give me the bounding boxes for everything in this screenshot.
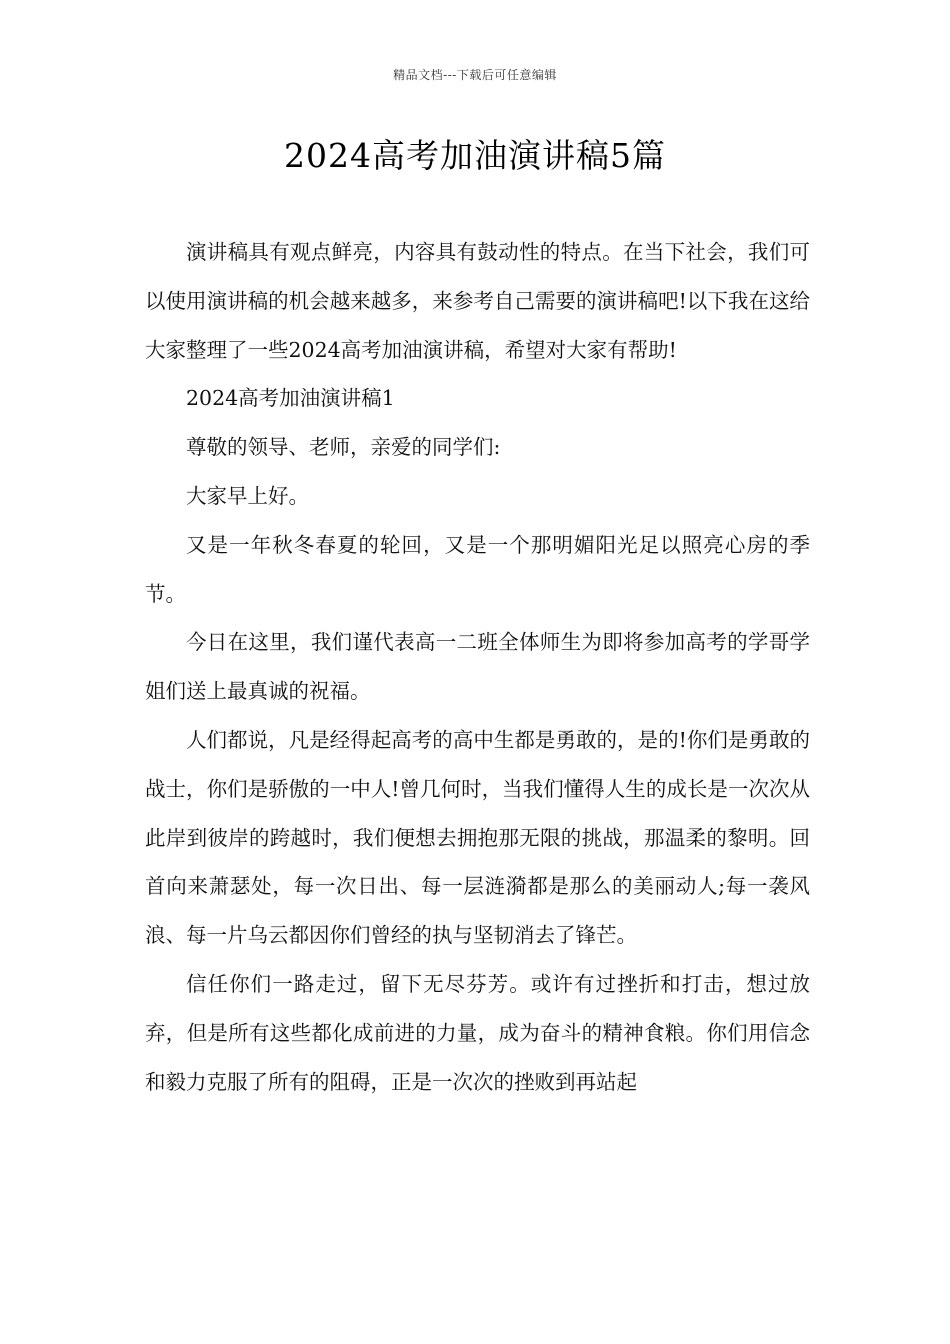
paragraph-greeting: 大家早上好。 (186, 483, 309, 508)
paragraph-intro: 演讲稿具有观点鲜亮，内容具有鼓动性的特点。在当下社会，我们可以使用演讲稿的机会越来越多，来参考自己需要的演讲稿吧!以下我在这给大家整理了一些2024高考加油演讲稿，希望对大家有帮助! (145, 240, 810, 362)
paragraph-salutation: 尊敬的领导、老师，亲爱的同学们: (186, 435, 501, 460)
paragraph: 今日在这里，我们谨代表高一二班全体师生为即将参加高考的学哥学姐们送上最真诚的祝福。 (145, 630, 810, 704)
paragraph: 人们都说，凡是经得起高考的高中生都是勇敢的，是的!你们是勇敢的战士，你们是骄傲的一中人!曾几何时，当我们懂得人生的成长是一次次从此岸到彼岸的跨越时，我们便想去拥抱那无限的挑战，那温柔的黎明。回首向来萧瑟处，每一次日出、每一层涟漪都是那么的美丽动人;每一袭风浪、每一片乌云都因你们曾经的执与坚韧消去了锋芒。 (145, 727, 810, 948)
paragraph: 信任你们一路走过，留下无尽芬芳。或许有过挫折和打击，想过放弃，但是所有这些都化成前进的力量，成为奋斗的精神食粮。你们用信念和毅力克服了所有的阻碍，正是一次次的挫败到再站起 (145, 971, 810, 1094)
document-title: 2024高考加油演讲稿5篇 (284, 136, 666, 175)
document-body (145, 228, 810, 1106)
paragraph: 又是一年秋冬春夏的轮回，又是一个那明媚阳光足以照亮心房的季节。 (145, 532, 810, 606)
header-note: 精品文档---下载后可任意编辑 (393, 68, 557, 82)
paragraph-section-heading: 2024高考加油演讲稿1 (186, 386, 395, 411)
